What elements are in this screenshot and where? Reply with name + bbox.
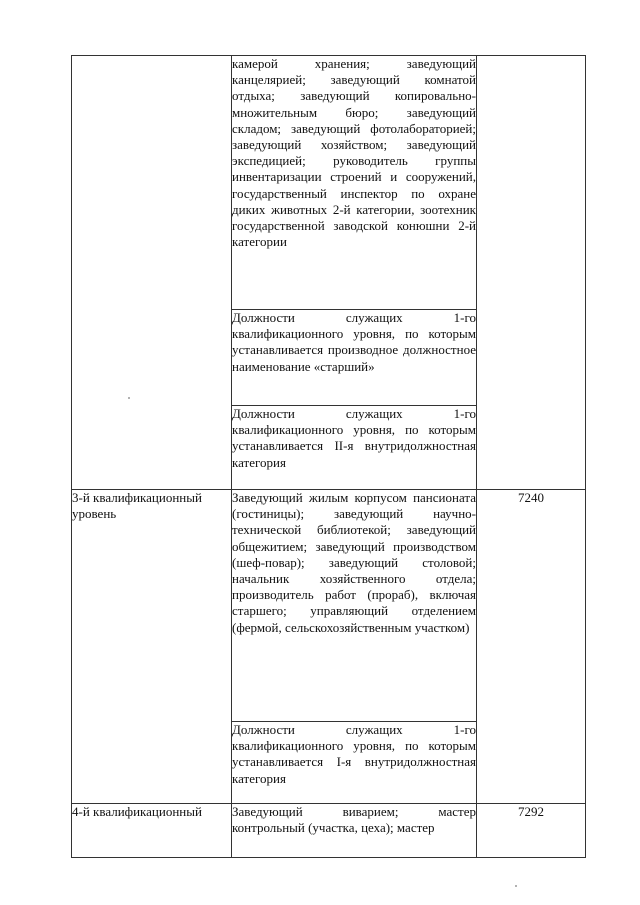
position-description-cell: камерой хранения; заведующий канцелярией; заведующий комнатой отдыха; заведующий копировально-множительным бюро; заведующий складом; заведующий фотолабораторией; заведующий хозяйством; заведующий экспедицией; руководитель группы инвентаризации строений и сооружений, государственный инспектор по охране диких животных 2-й категории, зоотехник государственной заводской конюшни 2-й категории: [232, 56, 477, 310]
scan-speck: [128, 397, 130, 399]
salary-cell: [477, 56, 586, 490]
salary-table: [71, 55, 586, 858]
qualification-level-cell: 4-й квалификационный: [72, 804, 232, 858]
position-description-cell: Должности служащих 1-го квалификационного уровня, по которым устанавливается производное должностное наименование «старший»: [232, 310, 477, 406]
position-description-cell: Должности служащих 1-го квалификационного уровня, по которым устанавливается I-я внутридолжностная категория: [232, 722, 477, 804]
position-description-cell: Должности служащих 1-го квалификационного уровня, по которым устанавливается II-я внутридолжностная категория: [232, 406, 477, 490]
qualification-level-cell: [72, 56, 232, 490]
salary-cell: 7292: [477, 804, 586, 858]
table-row: [72, 56, 586, 310]
position-description-cell: Заведующий виварием; мастер контрольный (участка, цеха); мастер: [232, 804, 477, 858]
position-description-cell: Заведующий жилым корпусом пансионата (гостиницы); заведующий научно-технической библиотекой; заведующий общежитием; заведующий производством (шеф-повар); заведующий столовой; начальник хозяйственного отдела; производитель работ (прораб), включая старшего; управляющий отделением (фермой, сельскохозяйственным участком): [232, 490, 477, 722]
scan-speck: [515, 885, 517, 887]
qualification-level-cell: 3-й квалификационный уровень: [72, 490, 232, 804]
table-row: [72, 490, 586, 722]
salary-cell: 7240: [477, 490, 586, 804]
table-row: [72, 804, 586, 858]
